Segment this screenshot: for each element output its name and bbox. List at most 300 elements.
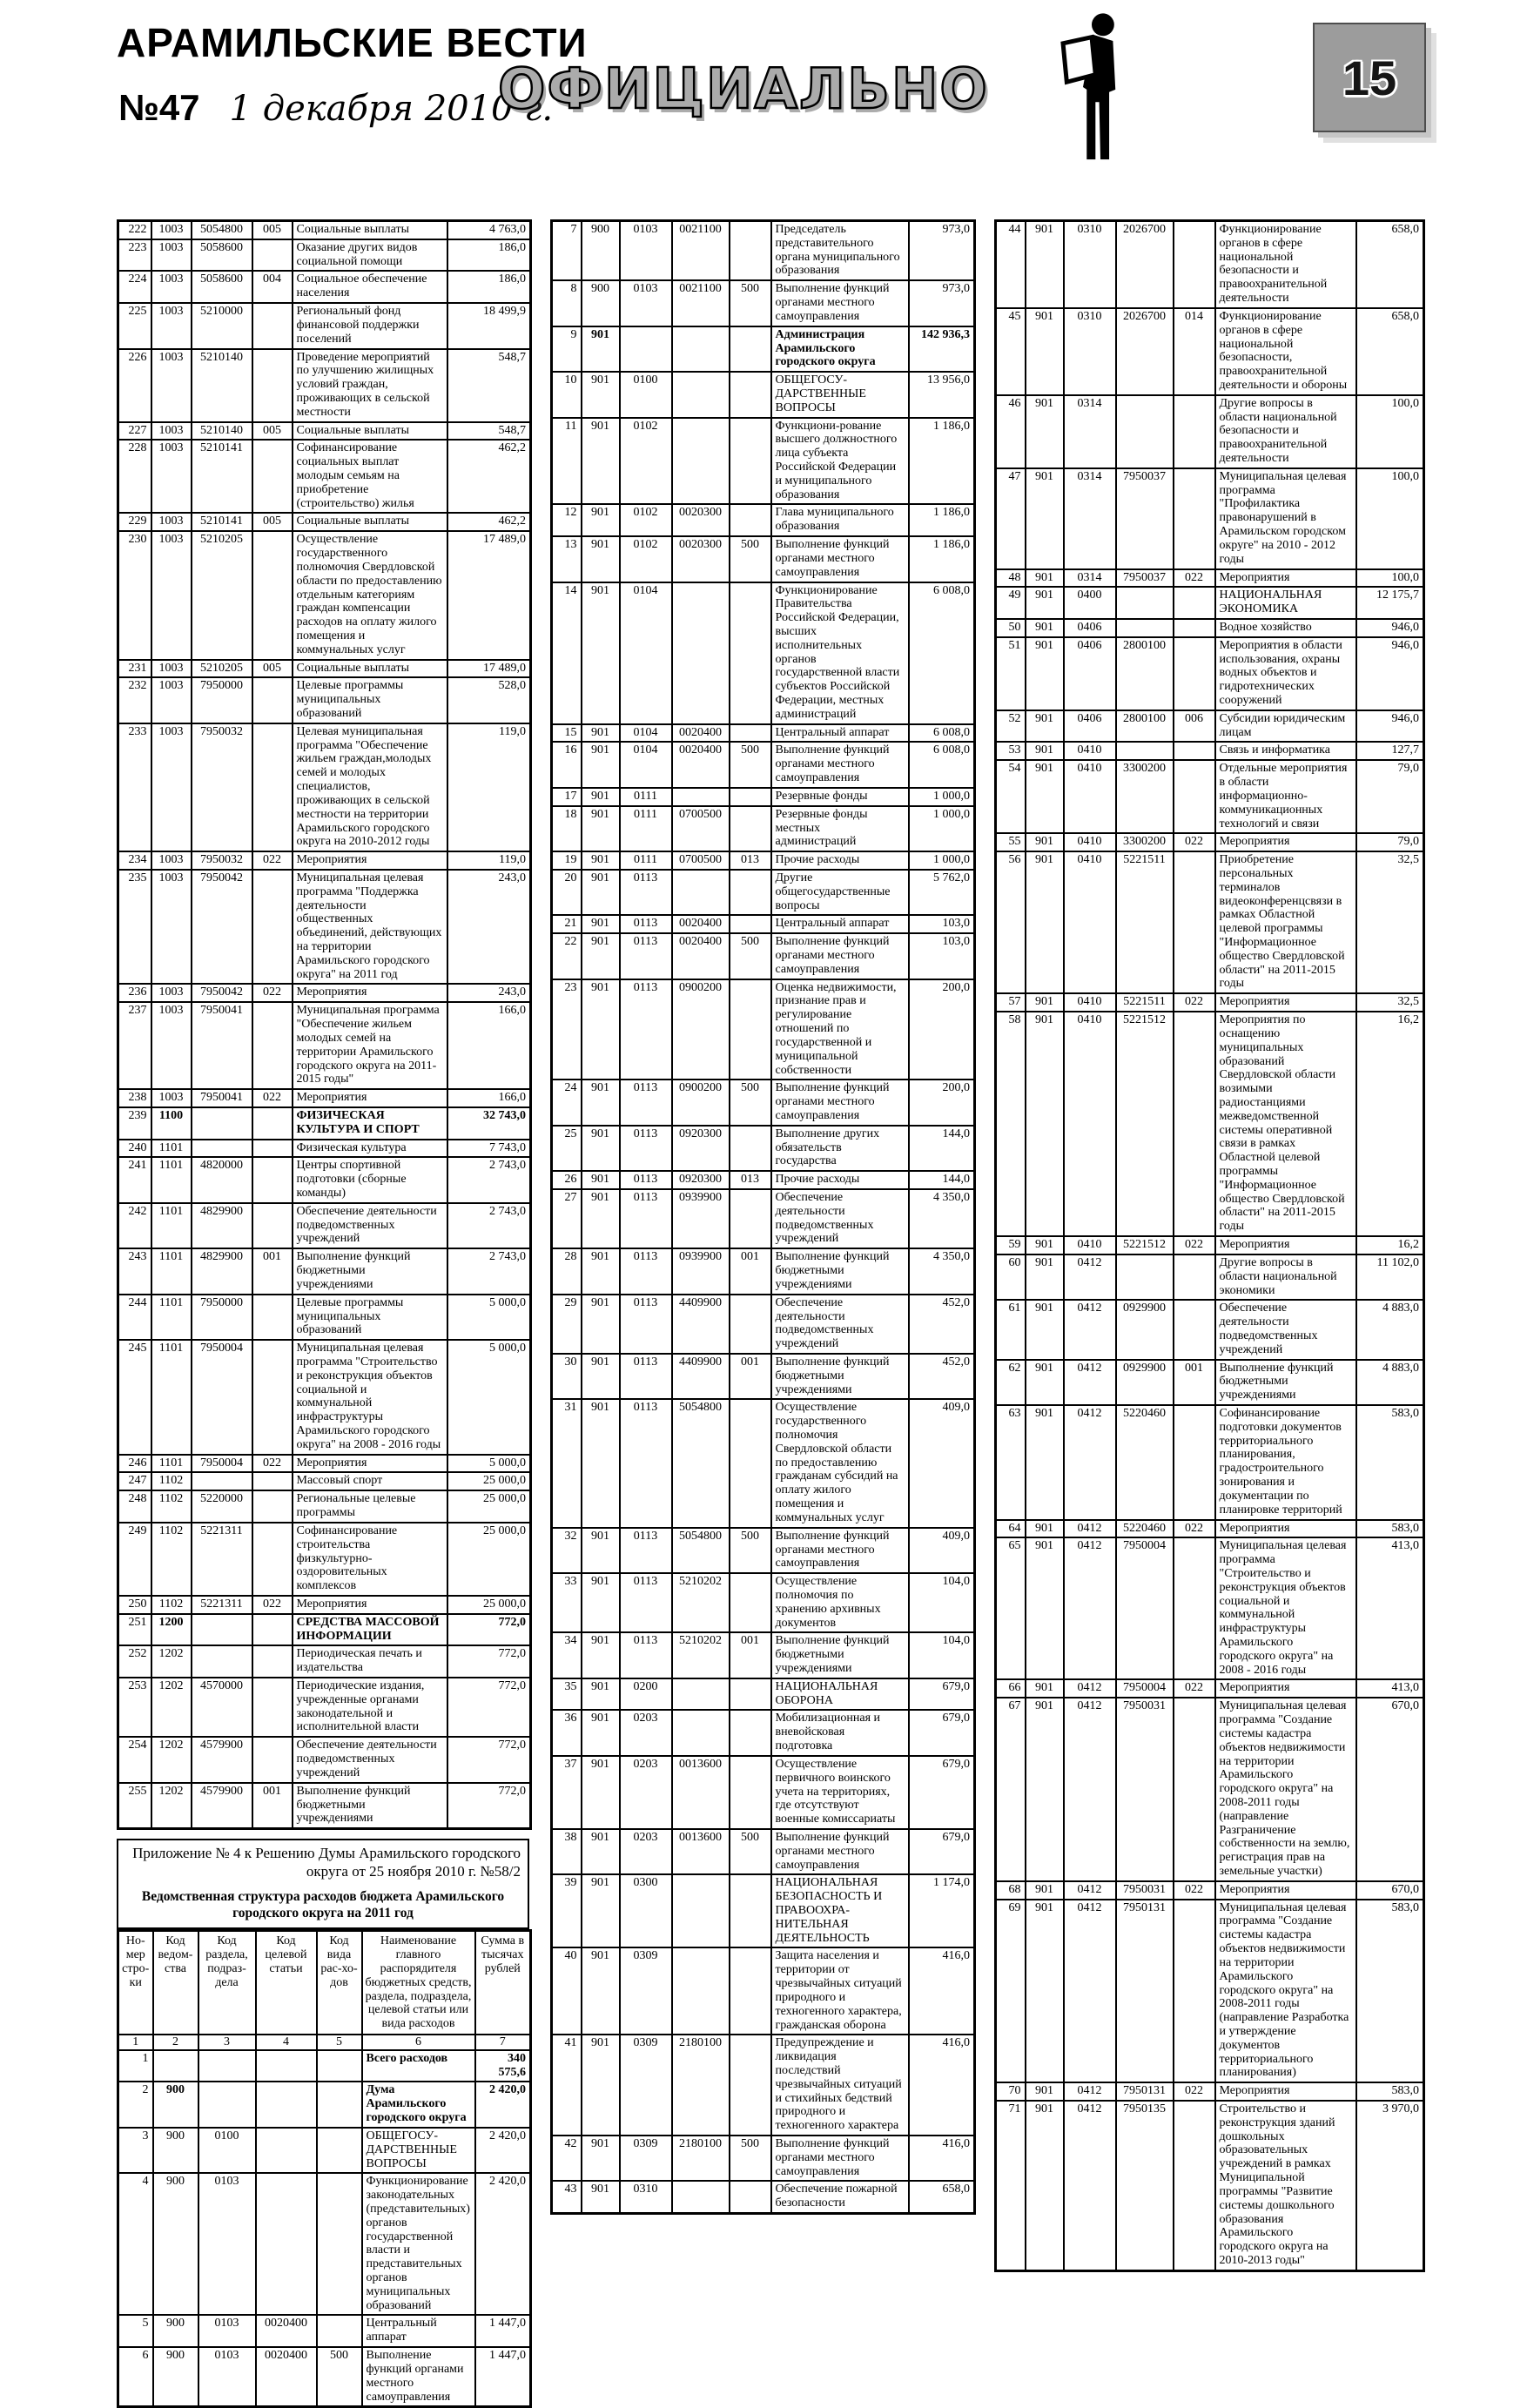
- cell-section-code: 0410: [1064, 851, 1116, 993]
- table-row: [552, 933, 975, 979]
- cell-article-code: [1116, 587, 1174, 619]
- cell-article-code: 5054800: [672, 1399, 730, 1527]
- cell-line-num: 222: [118, 221, 151, 239]
- cell-expense-type-code: [252, 1490, 293, 1523]
- cell-dept-code: 901: [582, 851, 620, 870]
- cell-expense-type-code: 500: [730, 742, 771, 787]
- cell-section-code: 0111: [620, 806, 672, 851]
- cell-amount: 103,0: [909, 915, 975, 933]
- cell-dept-code: 901: [582, 979, 620, 1080]
- cell-expense-type-code: [252, 440, 293, 513]
- cell-expense-type-code: 006: [1174, 710, 1215, 743]
- cell-dept-code: 901: [582, 1632, 620, 1678]
- table-row: [996, 395, 1424, 468]
- table-row: [118, 2128, 531, 2173]
- cell-line-num: 11: [552, 418, 582, 505]
- cell-article-code: 5210205: [192, 660, 252, 678]
- cell-amount: 946,0: [1356, 710, 1424, 743]
- cell-expense-type-code: 001: [730, 1354, 771, 1399]
- cell-amount: 679,0: [909, 1829, 975, 1874]
- cell-dept-code: 901: [1026, 1900, 1064, 2083]
- cell-amount: 670,0: [1356, 1881, 1424, 1900]
- cell-dept-code: 900: [153, 2173, 198, 2315]
- cell-article-code: 4409900: [672, 1295, 730, 1354]
- cell-dept-code: 900: [153, 2082, 198, 2127]
- table-row: [552, 582, 975, 724]
- cell-line-num: 251: [118, 1614, 151, 1646]
- cell-dept-code: 901: [1026, 1300, 1064, 1359]
- column-left: [117, 219, 529, 2408]
- cell-section-code: 0113: [620, 979, 672, 1080]
- table-row: [552, 1874, 975, 1947]
- cell-name: Мероприятия: [293, 1455, 447, 1473]
- cell-expense-type-code: 500: [730, 933, 771, 979]
- cell-amount: 413,0: [1356, 1679, 1424, 1698]
- cell-name: Выполнение функций органами местного самоуправления: [771, 742, 909, 787]
- cell-line-num: 25: [552, 1126, 582, 1171]
- cell-section-code: 0113: [620, 870, 672, 915]
- cell-line-num: 227: [118, 422, 151, 441]
- cell-article-code: 5221512: [1116, 1236, 1174, 1254]
- cell-name: Другие общегосударственные вопросы: [771, 870, 909, 915]
- cell-amount: 452,0: [909, 1295, 975, 1354]
- table-row: [118, 2082, 531, 2127]
- cell-name: Мероприятия: [1215, 569, 1356, 588]
- column-header: Код вида рас-хо-дов: [317, 1931, 362, 2035]
- cell-amount: 166,0: [447, 1002, 531, 1089]
- cell-article-code: 0700500: [672, 851, 730, 870]
- table-row: [552, 870, 975, 915]
- cell-article-code: 2180100: [672, 2136, 730, 2181]
- cell-dept-code: 901: [1026, 1254, 1064, 1300]
- cell-expense-type-code: [1174, 395, 1215, 468]
- cell-line-num: 40: [552, 1947, 582, 2035]
- cell-line-num: 20: [552, 870, 582, 915]
- cell-expense-type-code: [252, 1140, 293, 1158]
- cell-line-num: 60: [996, 1254, 1026, 1300]
- cell-section-code: 1003: [151, 303, 192, 348]
- cell-line-num: 42: [552, 2136, 582, 2181]
- cell-section-code: 1003: [151, 221, 192, 239]
- cell-name: Мероприятия: [1215, 833, 1356, 851]
- cell-name: Выполнение функций органами местного самоуправления: [771, 1080, 909, 1125]
- cell-amount: 144,0: [909, 1126, 975, 1171]
- cell-name: Мероприятия: [1215, 1881, 1356, 1900]
- cell-section-code: 0410: [1064, 760, 1116, 833]
- cell-section-code: [198, 2050, 256, 2082]
- cell-expense-type-code: 500: [730, 2136, 771, 2181]
- cell-article-code: 0020400: [672, 724, 730, 743]
- cell-article-code: 0920300: [672, 1171, 730, 1189]
- cell-line-num: 2: [118, 2082, 153, 2127]
- table-row: [996, 2101, 1424, 2270]
- table-row: [996, 1679, 1424, 1698]
- cell-expense-type-code: [317, 2082, 362, 2127]
- cell-line-num: 229: [118, 513, 151, 531]
- table-row: [552, 504, 975, 536]
- column-right: [994, 219, 1423, 2272]
- cell-name: Выполнение других обязательств государства: [771, 1126, 909, 1171]
- cell-section-code: 1003: [151, 271, 192, 303]
- cell-article-code: 4829900: [192, 1203, 252, 1248]
- cell-section-code: 1102: [151, 1523, 192, 1596]
- cell-dept-code: 901: [1026, 569, 1064, 588]
- column-header: Код ведом-ства: [153, 1931, 198, 2035]
- cell-name: Предупреждение и ликвидация последствий чрезвычайных ситуаций и стихийных бедствий природного и техногенного характера: [771, 2035, 909, 2136]
- cell-line-num: 41: [552, 2035, 582, 2136]
- cell-amount: 583,0: [1356, 1900, 1424, 2083]
- cell-expense-type-code: [1174, 760, 1215, 833]
- table-row: [996, 1236, 1424, 1254]
- cell-expense-type-code: [730, 1874, 771, 1947]
- cell-expense-type-code: [1174, 742, 1215, 760]
- cell-section-code: 0412: [1064, 1900, 1116, 2083]
- cell-amount: 5 000,0: [447, 1455, 531, 1473]
- cell-amount: 4 883,0: [1356, 1300, 1424, 1359]
- cell-line-num: 55: [996, 833, 1026, 851]
- cell-name: Периодическая печать и издательства: [293, 1645, 447, 1678]
- cell-expense-type-code: 022: [252, 1455, 293, 1473]
- cell-line-num: 28: [552, 1248, 582, 1294]
- cell-amount: 5 762,0: [909, 870, 975, 915]
- cell-line-num: 47: [996, 468, 1026, 569]
- cell-name: Субсидии юридическим лицам: [1215, 710, 1356, 743]
- cell-name: Другие вопросы в области национальной экономики: [1215, 1254, 1356, 1300]
- cell-expense-type-code: 022: [252, 984, 293, 1002]
- cell-amount: 17 489,0: [447, 531, 531, 659]
- cell-expense-type-code: [1174, 1300, 1215, 1359]
- cell-expense-type-code: [730, 2181, 771, 2213]
- table-row: [118, 1455, 531, 1473]
- table-row: [996, 1012, 1424, 1236]
- section-rubric: ОФИЦИАЛЬНО: [498, 57, 989, 122]
- cell-amount: 973,0: [909, 280, 975, 326]
- cell-name: Мероприятия: [293, 1596, 447, 1614]
- table-row: [118, 422, 531, 441]
- table-row: [118, 349, 531, 422]
- cell-dept-code: 901: [1026, 468, 1064, 569]
- cell-article-code: 7950004: [1116, 1679, 1174, 1698]
- cell-name: Связь и информатика: [1215, 742, 1356, 760]
- cell-line-num: 9: [552, 326, 582, 372]
- cell-expense-type-code: [730, 1399, 771, 1527]
- cell-expense-type-code: [730, 1189, 771, 1248]
- table-row: [996, 1405, 1424, 1520]
- cell-article-code: 7950135: [1116, 2101, 1174, 2270]
- cell-dept-code: 901: [1026, 742, 1064, 760]
- cell-section-code: 1101: [151, 1248, 192, 1294]
- table-row: [552, 372, 975, 417]
- cell-line-num: 54: [996, 760, 1026, 833]
- cell-article-code: 0929900: [1116, 1300, 1174, 1359]
- cell-name: Осуществление первичного воинского учета на территориях, где отсутствуют военные комиссариаты: [771, 1756, 909, 1829]
- cell-expense-type-code: [252, 1678, 293, 1737]
- cell-expense-type-code: 005: [252, 221, 293, 239]
- cell-name: Отдельные мероприятия в области информационно-коммуникационных технологий и связи: [1215, 760, 1356, 833]
- cell-line-num: 241: [118, 1157, 151, 1202]
- cell-amount: 409,0: [909, 1399, 975, 1527]
- cell-expense-type-code: [730, 1678, 771, 1711]
- cell-article-code: 5210000: [192, 303, 252, 348]
- cell-expense-type-code: [1174, 1012, 1215, 1236]
- cell-name: Функциони-рование высшего должностного лица субъекта Российской Федерации и муниципального образования: [771, 418, 909, 505]
- cell-amount: 104,0: [909, 1573, 975, 1632]
- cell-amount: 18 499,9: [447, 303, 531, 348]
- cell-line-num: 246: [118, 1455, 151, 1473]
- table-row: [118, 1783, 531, 1829]
- cell-line-num: 254: [118, 1737, 151, 1782]
- cell-line-num: 44: [996, 221, 1026, 308]
- cell-dept-code: 901: [582, 504, 620, 536]
- cell-amount: 772,0: [447, 1645, 531, 1678]
- cell-expense-type-code: [252, 1737, 293, 1782]
- cell-line-num: 31: [552, 1399, 582, 1527]
- cell-article-code: 0020300: [672, 536, 730, 582]
- cell-line-num: 13: [552, 536, 582, 582]
- cell-line-num: 71: [996, 2101, 1026, 2270]
- cell-expense-type-code: [730, 221, 771, 281]
- column-header: Но-мер стро-ки: [118, 1931, 153, 2035]
- cell-line-num: 46: [996, 395, 1026, 468]
- table-row: [118, 2050, 531, 2082]
- cell-name: Функционирование законодательных (представительных) органов государственной власти и представительных органов муниципальных образований: [362, 2173, 475, 2315]
- cell-section-code: 1003: [151, 660, 192, 678]
- cell-amount: 4 350,0: [909, 1248, 975, 1294]
- cell-name: НАЦИОНАЛЬНАЯ БЕЗОПАСНОСТЬ И ПРАВООХРА-НИТЕЛЬНАЯ ДЕЯТЕЛЬНОСТЬ: [771, 1874, 909, 1947]
- cell-line-num: 230: [118, 531, 151, 659]
- cell-amount: 670,0: [1356, 1698, 1424, 1881]
- cell-article-code: 5220000: [192, 1490, 252, 1523]
- cell-amount: 6 008,0: [909, 582, 975, 724]
- cell-name: ОБЩЕГОСУ-ДАРСТВЕННЫЕ ВОПРОСЫ: [362, 2128, 475, 2173]
- cell-name: Выполнение функций бюджетными учреждениями: [771, 1632, 909, 1678]
- cell-amount: 166,0: [447, 1089, 531, 1107]
- cell-expense-type-code: [317, 2315, 362, 2347]
- cell-article-code: [672, 1710, 730, 1755]
- cell-amount: 583,0: [1356, 2082, 1424, 2101]
- table-row: [552, 851, 975, 870]
- cell-expense-type-code: [1174, 2101, 1215, 2270]
- cell-expense-type-code: [252, 870, 293, 985]
- cell-section-code: 0410: [1064, 993, 1116, 1012]
- cell-article-code: [672, 418, 730, 505]
- cell-line-num: 232: [118, 677, 151, 723]
- table-row: [552, 1189, 975, 1248]
- cell-dept-code: 901: [582, 536, 620, 582]
- cell-name: Дума Арамильского городского округа: [362, 2082, 475, 2127]
- cell-article-code: 5054800: [192, 221, 252, 239]
- cell-name: Социальное обеспечение населения: [293, 271, 447, 303]
- issue-line: [118, 87, 553, 129]
- table-row: [552, 1248, 975, 1294]
- cell-article-code: 0013600: [672, 1756, 730, 1829]
- table-row: [996, 1300, 1424, 1359]
- cell-line-num: 21: [552, 915, 582, 933]
- cell-name: Выполнение функций органами местного самоуправления: [362, 2347, 475, 2407]
- cell-dept-code: 901: [1026, 637, 1064, 710]
- cell-expense-type-code: [1174, 1537, 1215, 1679]
- cell-section-code: 1003: [151, 851, 192, 870]
- cell-line-num: 49: [996, 587, 1026, 619]
- cell-name: Строительство и реконструкция зданий дошкольных образовательных учреждений в рамках Муниципальной программы "Развитие системы дошкольного образования Арамильского городского округа на 2010-2013 годы": [1215, 2101, 1356, 2270]
- cell-expense-type-code: [1174, 587, 1215, 619]
- cell-amount: 679,0: [909, 1756, 975, 1829]
- cell-amount: 5 000,0: [447, 1295, 531, 1340]
- cell-line-num: 18: [552, 806, 582, 851]
- cell-expense-type-code: [730, 1710, 771, 1755]
- cell-section-code: 1003: [151, 870, 192, 985]
- budget-table-continuation: [117, 219, 532, 1830]
- cell-line-num: 69: [996, 1900, 1026, 2083]
- cell-amount: 13 956,0: [909, 372, 975, 417]
- cell-name: Выполнение функций бюджетными учреждениями: [293, 1248, 447, 1294]
- cell-expense-type-code: 500: [730, 1829, 771, 1874]
- cell-name: Выполнение функций бюджетными учреждениями: [771, 1354, 909, 1399]
- cell-name: Обеспечение деятельности подведомственных учреждений: [1215, 1300, 1356, 1359]
- cell-section-code: 1101: [151, 1157, 192, 1202]
- cell-dept-code: 901: [582, 806, 620, 851]
- page-number: 15: [1342, 50, 1397, 105]
- cell-name: Центральный аппарат: [362, 2315, 475, 2347]
- cell-dept-code: 901: [582, 870, 620, 915]
- newspaper-page: [117, 0, 1423, 2408]
- cell-dept-code: 901: [1026, 587, 1064, 619]
- cell-article-code: 5220460: [1116, 1520, 1174, 1538]
- cell-line-num: 56: [996, 851, 1026, 993]
- cell-name: Водное хозяйство: [1215, 619, 1356, 637]
- cell-amount: 7 743,0: [447, 1140, 531, 1158]
- cell-expense-type-code: [1174, 221, 1215, 308]
- cell-amount: 119,0: [447, 851, 531, 870]
- cell-name: Социальные выплаты: [293, 660, 447, 678]
- cell-expense-type-code: [252, 303, 293, 348]
- cell-line-num: 61: [996, 1300, 1026, 1359]
- table-row: [552, 1295, 975, 1354]
- cell-section-code: 0100: [620, 372, 672, 417]
- cell-section-code: 0113: [620, 1528, 672, 1573]
- cell-name: Резервные фонды местных администраций: [771, 806, 909, 851]
- cell-section-code: 1003: [151, 422, 192, 441]
- cell-expense-type-code: [252, 677, 293, 723]
- cell-section-code: 0103: [198, 2315, 256, 2347]
- cell-amount: 1 000,0: [909, 851, 975, 870]
- cell-article-code: 5210141: [192, 440, 252, 513]
- cell-amount: 6 008,0: [909, 724, 975, 743]
- cell-section-code: 0300: [620, 1874, 672, 1947]
- cell-name: Выполнение функций органами местного самоуправления: [771, 536, 909, 582]
- cell-amount: 658,0: [909, 2181, 975, 2213]
- table-row: [996, 710, 1424, 743]
- table-row: [996, 742, 1424, 760]
- cell-expense-type-code: [730, 326, 771, 372]
- cell-name: Выполнение функций органами местного самоуправления: [771, 2136, 909, 2181]
- cell-dept-code: 901: [1026, 1520, 1064, 1538]
- cell-dept-code: 901: [582, 1528, 620, 1573]
- cell-name: Защита населения и территории от чрезвычайных ситуаций природного и техногенного характера, гражданская оборона: [771, 1947, 909, 2035]
- cell-line-num: 64: [996, 1520, 1026, 1538]
- cell-article-code: 0021100: [672, 280, 730, 326]
- cell-expense-type-code: [730, 724, 771, 743]
- cell-line-num: 48: [996, 569, 1026, 588]
- cell-line-num: 50: [996, 619, 1026, 637]
- cell-name: Резервные фонды: [771, 788, 909, 806]
- cell-article-code: 2800100: [1116, 710, 1174, 743]
- cell-dept-code: 901: [582, 1947, 620, 2035]
- table-row: [552, 742, 975, 787]
- cell-article-code: 5210205: [192, 531, 252, 659]
- cell-article-code: 0013600: [672, 1829, 730, 1874]
- cell-expense-type-code: [1174, 637, 1215, 710]
- cell-article-code: 0939900: [672, 1248, 730, 1294]
- cell-section-code: 0412: [1064, 2101, 1116, 2270]
- cell-line-num: 27: [552, 1189, 582, 1248]
- cell-amount: 2 743,0: [447, 1203, 531, 1248]
- cell-amount: 679,0: [909, 1710, 975, 1755]
- cell-amount: 144,0: [909, 1171, 975, 1189]
- cell-dept-code: 901: [582, 1080, 620, 1125]
- cell-name: Выполнение функций бюджетными учреждениями: [293, 1783, 447, 1829]
- cell-line-num: 240: [118, 1140, 151, 1158]
- cell-amount: 679,0: [909, 1678, 975, 1711]
- column-header: Сумма в тысячах рублей: [475, 1931, 531, 2035]
- cell-amount: 16,2: [1356, 1012, 1424, 1236]
- cell-section-code: 0113: [620, 1573, 672, 1632]
- cell-section-code: 0113: [620, 1080, 672, 1125]
- table-row: [996, 1537, 1424, 1679]
- cell-name: Мероприятия: [1215, 2082, 1356, 2101]
- cell-name: Выполнение функций органами местного самоуправления: [771, 1829, 909, 1874]
- cell-expense-type-code: [1174, 468, 1215, 569]
- cell-dept-code: 901: [1026, 710, 1064, 743]
- cell-dept-code: 901: [582, 1829, 620, 1874]
- cell-expense-type-code: 004: [252, 271, 293, 303]
- cell-dept-code: 900: [153, 2128, 198, 2173]
- cell-amount: 946,0: [1356, 619, 1424, 637]
- cell-line-num: 51: [996, 637, 1026, 710]
- cell-article-code: 4570000: [192, 1678, 252, 1737]
- cell-line-num: 6: [118, 2347, 153, 2407]
- cell-section-code: 0102: [620, 536, 672, 582]
- cell-article-code: 7950004: [192, 1455, 252, 1473]
- cell-amount: 409,0: [909, 1528, 975, 1573]
- table-row: [552, 979, 975, 1080]
- cell-amount: 200,0: [909, 1080, 975, 1125]
- cell-amount: 583,0: [1356, 1405, 1424, 1520]
- table-row: [118, 2315, 531, 2347]
- cell-amount: 2 420,0: [475, 2082, 531, 2127]
- cell-name: СРЕДСТВА МАССОВОЙ ИНФОРМАЦИИ: [293, 1614, 447, 1646]
- cell-section-code: 1202: [151, 1737, 192, 1782]
- cell-article-code: 5058600: [192, 271, 252, 303]
- column-number: 3: [198, 2035, 256, 2050]
- cell-expense-type-code: 001: [252, 1783, 293, 1829]
- cell-name: Периодические издания, учрежденные органами законодательной и исполнительной власти: [293, 1678, 447, 1737]
- cell-line-num: 239: [118, 1107, 151, 1140]
- cell-article-code: 5221311: [192, 1523, 252, 1596]
- table-header-row: [118, 1931, 531, 2035]
- table-row: [996, 1881, 1424, 1900]
- cell-dept-code: 901: [1026, 221, 1064, 308]
- cell-section-code: 1100: [151, 1107, 192, 1140]
- cell-section-code: 1102: [151, 1596, 192, 1614]
- cell-expense-type-code: [1174, 1698, 1215, 1881]
- table-row: [118, 1157, 531, 1202]
- cell-line-num: 7: [552, 221, 582, 281]
- table-row: [552, 418, 975, 505]
- cell-line-num: 34: [552, 1632, 582, 1678]
- cell-article-code: 7950031: [1116, 1698, 1174, 1881]
- cell-section-code: 1101: [151, 1140, 192, 1158]
